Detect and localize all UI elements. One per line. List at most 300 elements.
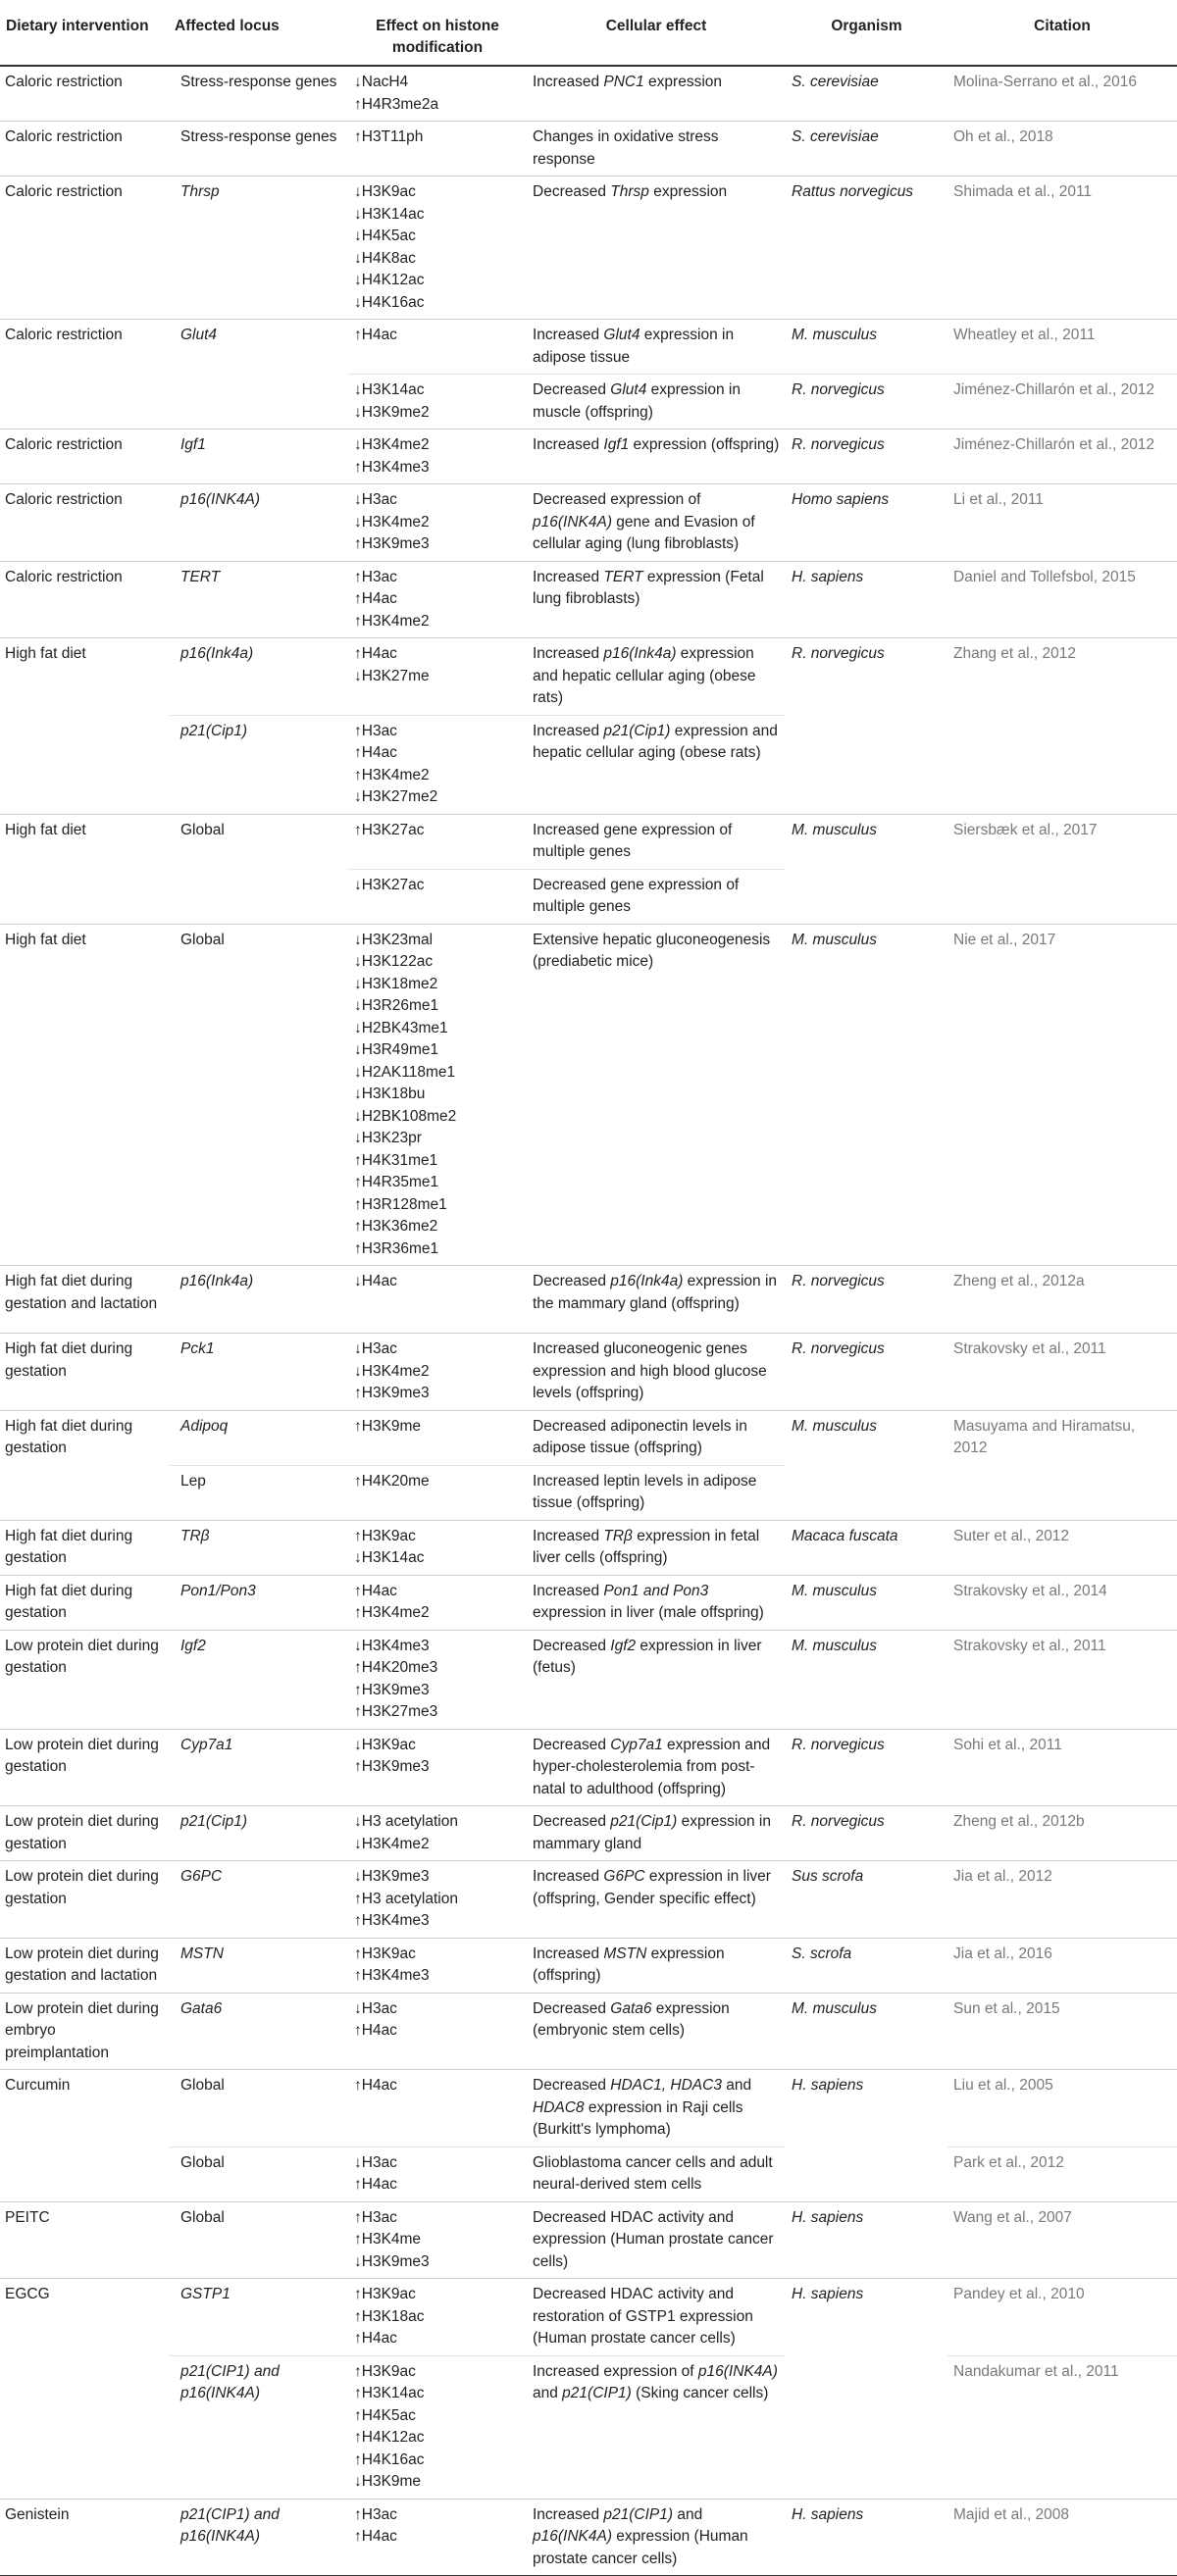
histone-mark: ↑H3K36me2 xyxy=(354,1218,438,1235)
dietary-intervention-cell: Caloric restriction xyxy=(0,484,169,562)
histone-modification-cell xyxy=(348,320,527,375)
histone-modification-cell xyxy=(348,375,527,429)
affected-locus-cell xyxy=(169,2147,348,2201)
organism-cell xyxy=(786,715,947,814)
dietary-intervention-cell: High fat diet during gestation xyxy=(0,1520,169,1575)
affected-locus-text: Glut4 xyxy=(180,327,218,343)
histone-modification-cell xyxy=(348,484,527,562)
histone-mark: ↓H3K23mal xyxy=(354,931,434,948)
cellular-effect-text: Decreased gene expression of multiple genes xyxy=(533,876,740,915)
affected-locus-text: GSTP1 xyxy=(180,2286,230,2302)
cellular-effect-text: TRβ xyxy=(603,1527,633,1544)
cellular-effect-text: Gata6 xyxy=(610,1999,652,2017)
citation-cell: Pandey et al., 2010 xyxy=(947,2279,1177,2356)
histone-modification-cell xyxy=(348,2147,527,2201)
cellular-effect-text: Increased gene expression of multiple genes xyxy=(533,821,733,860)
histone-mark: ↑H3K4me3 xyxy=(354,1912,430,1929)
dietary-intervention-cell: High fat diet during gestation xyxy=(0,1410,169,1465)
affected-locus-cell xyxy=(169,814,348,869)
histone-mark: ↑H3ac xyxy=(354,2208,397,2226)
histone-mark: ↑H4ac xyxy=(354,2176,397,2193)
histone-modification-cell xyxy=(348,1266,527,1334)
organism-text: H. sapiens xyxy=(792,2286,864,2302)
citation-cell: Oh et al., 2018 xyxy=(947,122,1177,177)
organism-cell xyxy=(786,2070,947,2147)
histone-mark: ↓H4ac xyxy=(354,1273,397,1289)
table-row xyxy=(0,1938,1177,1993)
affected-locus-cell xyxy=(169,1465,348,1520)
citation-cell: Wheatley et al., 2011 xyxy=(947,320,1177,375)
citation-cell: Strakovsky et al., 2014 xyxy=(947,1575,1177,1630)
histone-mark: ↑H4K20me xyxy=(354,1472,430,1490)
affected-locus-text: p16(INK4A) xyxy=(180,491,260,508)
affected-locus-cell xyxy=(169,484,348,562)
cellular-effect-text: Decreased xyxy=(533,1736,611,1753)
affected-locus-text: Stress-response genes xyxy=(180,128,337,145)
table-row xyxy=(0,1465,1177,1520)
header-citation: Citation xyxy=(947,0,1177,66)
cellular-effect-text: Changes in oxidative stress response xyxy=(533,128,719,168)
cellular-effect-cell xyxy=(527,1993,786,2070)
citation-cell: Siersbæk et al., 2017 xyxy=(947,814,1177,869)
cellular-effect-text: Thrsp xyxy=(610,183,649,200)
affected-locus-cell xyxy=(169,2499,348,2576)
table-row xyxy=(0,1729,1177,1806)
histone-modification-cell xyxy=(348,814,527,869)
histone-mark: ↑H3 acetylation xyxy=(354,1890,458,1907)
dietary-intervention-cell: High fat diet during gestation and lactation xyxy=(0,1266,169,1334)
organism-cell xyxy=(786,924,947,1266)
cellular-effect-cell xyxy=(527,1410,786,1465)
cellular-effect-cell xyxy=(527,2499,786,2576)
affected-locus-text: Igf2 xyxy=(180,1637,206,1654)
dietary-intervention-cell: Curcumin xyxy=(0,2070,169,2147)
organism-cell xyxy=(786,1806,947,1861)
table-row xyxy=(0,320,1177,375)
histone-mark: ↑H3K9me3 xyxy=(354,1385,430,1401)
cellular-effect-cell xyxy=(527,1806,786,1861)
cellular-effect-text: Decreased xyxy=(533,183,611,200)
organism-text: R. norvegicus xyxy=(792,1736,885,1753)
histone-mark: ↑H4ac xyxy=(354,645,397,662)
organism-text: R. norvegicus xyxy=(792,645,885,662)
dietary-intervention-cell xyxy=(0,869,169,924)
histone-mark: ↑H3K4me2 xyxy=(354,766,430,783)
histone-mark: ↑H3K4me xyxy=(354,2231,422,2248)
affected-locus-text: Pck1 xyxy=(180,1340,215,1357)
header-effect-on-histone-modification: Effect on histone modification xyxy=(348,0,527,66)
cellular-effect-cell xyxy=(527,1938,786,1993)
cellular-effect-text: p21(CIP1) xyxy=(562,2385,632,2401)
citation-cell: Jia et al., 2016 xyxy=(947,1938,1177,1993)
citation-cell: Jiménez-Chillarón et al., 2012 xyxy=(947,375,1177,429)
affected-locus-text: Global xyxy=(180,2077,225,2094)
table-row xyxy=(0,2070,1177,2147)
cellular-effect-cell xyxy=(527,1520,786,1575)
cellular-effect-text: expression (embryonic stem cells) xyxy=(533,1999,730,2039)
cellular-effect-cell xyxy=(527,814,786,869)
histone-mark: ↑H4ac xyxy=(354,2528,397,2545)
cellular-effect-cell xyxy=(527,2201,786,2279)
organism-cell xyxy=(786,869,947,924)
cellular-effect-cell xyxy=(527,1861,786,1939)
affected-locus-cell xyxy=(169,1410,348,1465)
dietary-intervention-cell: Low protein diet during gestation xyxy=(0,1861,169,1939)
cellular-effect-cell xyxy=(527,2070,786,2147)
histone-mark: ↓H3K14ac xyxy=(354,205,425,223)
dietary-intervention-cell: High fat diet xyxy=(0,924,169,1266)
cellular-effect-text: Increased xyxy=(533,1527,604,1544)
dietary-intervention-cell: Low protein diet during embryo preimplantation xyxy=(0,1993,169,2070)
header-cellular-effect: Cellular effect xyxy=(527,0,786,66)
cellular-effect-text: Increased xyxy=(533,1582,604,1599)
organism-text: R. norvegicus xyxy=(792,1273,885,1289)
cellular-effect-text: Glioblastoma cancer cells and adult neural-derived stem cells xyxy=(533,2153,773,2193)
cellular-effect-text: Igf1 xyxy=(603,436,630,453)
cellular-effect-text: Increased xyxy=(533,327,604,343)
header-dietary-intervention: Dietary intervention xyxy=(0,0,169,66)
organism-cell xyxy=(786,177,947,320)
cellular-effect-text: Increased xyxy=(533,2505,604,2523)
organism-text: Rattus norvegicus xyxy=(792,183,914,200)
histone-mark: ↓H3 acetylation xyxy=(354,1813,458,1830)
affected-locus-cell xyxy=(169,1266,348,1334)
citation-cell: Suter et al., 2012 xyxy=(947,1520,1177,1575)
histone-mark: ↓H2BK43me1 xyxy=(354,1019,448,1036)
cellular-effect-cell xyxy=(527,320,786,375)
organism-text: M. musculus xyxy=(792,821,877,838)
table-row xyxy=(0,924,1177,1266)
cellular-effect-text: Increased gluconeogenic genes expression and high blood glucose levels (offspring) xyxy=(533,1340,767,1401)
cellular-effect-text: HDAC1, HDAC3 xyxy=(610,2077,722,2094)
organism-text: M. musculus xyxy=(792,1582,877,1599)
histone-modification-cell xyxy=(348,122,527,177)
organism-cell xyxy=(786,1520,947,1575)
table-row xyxy=(0,122,1177,177)
histone-modification-cell xyxy=(348,1520,527,1575)
organism-cell xyxy=(786,122,947,177)
affected-locus-cell xyxy=(169,375,348,429)
table-row xyxy=(0,177,1177,320)
cellular-effect-cell xyxy=(527,2279,786,2356)
cellular-effect-text: Decreased expression of xyxy=(533,491,701,508)
organism-text: Macaca fuscata xyxy=(792,1527,898,1544)
histone-mark: ↓H3K27me2 xyxy=(354,788,438,805)
histone-modification-cell xyxy=(348,561,527,638)
table-row xyxy=(0,484,1177,562)
histone-mark: ↑H3K18ac xyxy=(354,2307,425,2325)
histone-mark: ↑H4ac xyxy=(354,327,397,343)
cellular-effect-text: Decreased xyxy=(533,1273,611,1289)
affected-locus-cell xyxy=(169,638,348,716)
citation-cell: Masuyama and Hiramatsu, 2012 xyxy=(947,1410,1177,1465)
cellular-effect-text: and xyxy=(673,2505,703,2523)
affected-locus-text: Global xyxy=(180,2153,225,2171)
table-row xyxy=(0,638,1177,716)
cellular-effect-text: p21(Cip1) xyxy=(603,722,671,739)
cellular-effect-cell xyxy=(527,484,786,562)
dietary-intervention-cell: EGCG xyxy=(0,2279,169,2356)
citation-cell: Park et al., 2012 xyxy=(947,2147,1177,2201)
affected-locus-text: p21(CIP1) and p16(INK4A) xyxy=(180,2362,280,2401)
cellular-effect-text: p21(CIP1) xyxy=(603,2505,674,2523)
affected-locus-text: TRβ xyxy=(180,1527,210,1544)
affected-locus-cell xyxy=(169,122,348,177)
citation-cell: Sohi et al., 2011 xyxy=(947,1729,1177,1806)
cellular-effect-text: expression in liver (male offspring) xyxy=(533,1604,764,1621)
affected-locus-text: p16(Ink4a) xyxy=(180,1273,254,1289)
organism-cell xyxy=(786,1465,947,1520)
organism-text: R. norvegicus xyxy=(792,436,885,453)
organism-text: M. musculus xyxy=(792,327,877,343)
cellular-effect-text: G6PC xyxy=(603,1868,645,1885)
histone-mark: ↑H4R3me2a xyxy=(354,95,439,113)
table-row xyxy=(0,1410,1177,1465)
histone-mark: ↑H3K14ac xyxy=(354,2385,425,2401)
affected-locus-cell xyxy=(169,1520,348,1575)
cellular-effect-text: p16(INK4A) xyxy=(697,2362,778,2380)
affected-locus-cell xyxy=(169,320,348,375)
histone-mark: ↑H4ac xyxy=(354,2330,397,2347)
affected-locus-text: Lep xyxy=(180,1472,206,1490)
histone-modification-cell xyxy=(348,1334,527,1411)
histone-mark: ↑H3K9ac xyxy=(354,1945,416,1962)
histone-mark: ↓H3K9me xyxy=(354,2473,422,2490)
histone-mark: ↓H3K4me2 xyxy=(354,1362,430,1380)
cellular-effect-text: Pon1 and Pon3 xyxy=(603,1582,709,1599)
citation-cell: Wang et al., 2007 xyxy=(947,2201,1177,2279)
histone-modification-cell xyxy=(348,2355,527,2499)
histone-mark: ↓H3ac xyxy=(354,2153,397,2171)
histone-mark: ↑H3T11ph xyxy=(354,128,424,145)
cellular-effect-cell xyxy=(527,429,786,484)
histone-modification-cell xyxy=(348,715,527,814)
citation-cell: Zhang et al., 2012 xyxy=(947,638,1177,716)
cellular-effect-text: p16(INK4A) xyxy=(533,2528,612,2545)
cellular-effect-text: Extensive hepatic gluconeogenesis (prediabetic mice) xyxy=(533,931,771,970)
organism-cell xyxy=(786,2201,947,2279)
cellular-effect-cell xyxy=(527,1729,786,1806)
table-row xyxy=(0,2147,1177,2201)
cellular-effect-text: Increased xyxy=(533,1868,604,1885)
histone-modification-cell xyxy=(348,1729,527,1806)
histone-modification-cell xyxy=(348,638,527,716)
histone-modification-cell xyxy=(348,1938,527,1993)
cellular-effect-text: Glut4 xyxy=(610,381,647,398)
table-row xyxy=(0,2499,1177,2576)
table-row xyxy=(0,2279,1177,2356)
histone-mark: ↑H3ac xyxy=(354,722,397,739)
histone-mark: ↑H3K4me3 xyxy=(354,458,430,476)
cellular-effect-text: and xyxy=(533,2385,563,2401)
dietary-intervention-cell: Caloric restriction xyxy=(0,66,169,122)
histone-modification-cell xyxy=(348,177,527,320)
histone-mark: ↑H3K4me3 xyxy=(354,1967,430,1984)
histone-mark: ↑H4K5ac xyxy=(354,2406,416,2424)
histone-mark: ↓NacH4 xyxy=(354,74,409,90)
cellular-effect-cell xyxy=(527,715,786,814)
table-row xyxy=(0,429,1177,484)
organism-cell xyxy=(786,320,947,375)
citation-cell xyxy=(947,715,1177,814)
table-row xyxy=(0,869,1177,924)
histone-mark: ↑H3R36me1 xyxy=(354,1239,439,1257)
cellular-effect-text: Decreased HDAC activity and restoration of GSTP1 expression (Human prostate cancer cells) xyxy=(533,2286,753,2347)
organism-text: R. norvegicus xyxy=(792,1340,885,1357)
histone-mark: ↓H3K9me3 xyxy=(354,2252,430,2270)
cellular-effect-text: expression xyxy=(643,74,723,90)
histone-mark: ↓H3K4me2 xyxy=(354,513,430,530)
citation-cell: Majid et al., 2008 xyxy=(947,2499,1177,2576)
organism-text: R. norvegicus xyxy=(792,381,885,398)
affected-locus-text: Cyp7a1 xyxy=(180,1736,233,1753)
histone-modification-cell xyxy=(348,924,527,1266)
table-row xyxy=(0,814,1177,869)
organism-cell xyxy=(786,1729,947,1806)
cellular-effect-text: (Sking cancer cells) xyxy=(631,2385,769,2401)
histone-mark: ↑H3K9me3 xyxy=(354,1681,430,1698)
histone-mark: ↓H4K8ac xyxy=(354,249,416,267)
cellular-effect-text: Increased leptin levels in adipose tissue (offspring) xyxy=(533,1472,757,1511)
dietary-intervention-cell: Caloric restriction xyxy=(0,429,169,484)
histone-modification-cell xyxy=(348,2279,527,2356)
affected-locus-text: G6PC xyxy=(180,1868,223,1885)
table-row xyxy=(0,66,1177,122)
cellular-effect-cell xyxy=(527,2355,786,2499)
histone-mark: ↓H3ac xyxy=(354,1999,397,2017)
dietary-intervention-cell xyxy=(0,1465,169,1520)
histone-mark: ↓H3K4me2 xyxy=(354,436,430,453)
histone-mark: ↓H3ac xyxy=(354,491,397,508)
organism-text: H. sapiens xyxy=(792,568,864,585)
dietary-intervention-cell xyxy=(0,2147,169,2201)
affected-locus-text: TERT xyxy=(180,568,221,585)
dietary-intervention-cell: Low protein diet during gestation xyxy=(0,1630,169,1729)
affected-locus-cell xyxy=(169,429,348,484)
cellular-effect-text: Increased xyxy=(533,1945,604,1962)
histone-mark: ↓H3K18me2 xyxy=(354,975,438,992)
affected-locus-text: Pon1/Pon3 xyxy=(180,1582,256,1599)
histone-mark: ↓H4K5ac xyxy=(354,227,416,244)
organism-text: M. musculus xyxy=(792,1999,877,2017)
dietary-intervention-cell: Caloric restriction xyxy=(0,320,169,375)
table-row xyxy=(0,1861,1177,1939)
affected-locus-text: Global xyxy=(180,931,225,948)
affected-locus-cell xyxy=(169,561,348,638)
citation-cell: Daniel and Tollefsbol, 2015 xyxy=(947,561,1177,638)
affected-locus-text: Thrsp xyxy=(180,183,220,200)
histone-modification-cell xyxy=(348,1465,527,1520)
cellular-effect-cell xyxy=(527,1266,786,1334)
histone-modification-cell xyxy=(348,1806,527,1861)
affected-locus-text: p16(Ink4a) xyxy=(180,645,254,662)
cellular-effect-text: expression and hepatic cellular aging (obese rats) xyxy=(533,722,778,761)
histone-mark: ↑H4ac xyxy=(354,2022,397,2039)
affected-locus-cell xyxy=(169,2201,348,2279)
histone-mark: ↓H2BK108me2 xyxy=(354,1107,457,1125)
organism-text: H. sapiens xyxy=(792,2208,864,2226)
histone-mark: ↑H3ac xyxy=(354,568,397,585)
histone-mark: ↓H4K12ac xyxy=(354,272,425,288)
histone-mark: ↑H3K9ac xyxy=(354,2286,416,2302)
affected-locus-cell xyxy=(169,177,348,320)
dietary-intervention-cell: High fat diet during gestation xyxy=(0,1575,169,1630)
affected-locus-cell xyxy=(169,2070,348,2147)
organism-text: M. musculus xyxy=(792,931,877,948)
histone-mark: ↑H4K12ac xyxy=(354,2429,425,2446)
histone-mark: ↓H3K4me3 xyxy=(354,1637,430,1654)
affected-locus-cell xyxy=(169,1993,348,2070)
cellular-effect-text: expression xyxy=(648,183,728,200)
histone-mark: ↓H3K9me2 xyxy=(354,403,430,421)
cellular-effect-text: expression in liver (fetus) xyxy=(533,1637,762,1676)
affected-locus-text: Gata6 xyxy=(180,1999,223,2017)
histone-mark: ↓H4K16ac xyxy=(354,293,425,311)
histone-mark: ↑H4ac xyxy=(354,590,397,607)
cellular-effect-text: Glut4 xyxy=(603,327,640,343)
table-row xyxy=(0,1630,1177,1729)
histone-mark: ↓H3K27me xyxy=(354,667,430,684)
organism-text: H. sapiens xyxy=(792,2077,864,2094)
cellular-effect-text: expression (Fetal lung fibroblasts) xyxy=(533,568,764,607)
cellular-effect-cell xyxy=(527,869,786,924)
organism-cell xyxy=(786,1630,947,1729)
cellular-effect-text: expression in muscle (offspring) xyxy=(533,381,741,421)
histone-mark: ↓H3K27ac xyxy=(354,876,425,893)
table-row xyxy=(0,1575,1177,1630)
histone-modification-cell xyxy=(348,1630,527,1729)
cellular-effect-text: HDAC8 xyxy=(533,2098,585,2116)
organism-cell xyxy=(786,561,947,638)
table-row xyxy=(0,1520,1177,1575)
cellular-effect-text: Increased expression of xyxy=(533,2362,698,2380)
citation-cell: Jiménez-Chillarón et al., 2012 xyxy=(947,429,1177,484)
cellular-effect-cell xyxy=(527,1575,786,1630)
histone-mark: ↑H3K9me3 xyxy=(354,1758,430,1775)
organism-cell xyxy=(786,1938,947,1993)
histone-mark: ↓H2AK118me1 xyxy=(354,1063,456,1081)
cellular-effect-cell xyxy=(527,122,786,177)
affected-locus-cell xyxy=(169,1729,348,1806)
affected-locus-cell xyxy=(169,924,348,1266)
affected-locus-cell xyxy=(169,715,348,814)
organism-cell xyxy=(786,2355,947,2499)
cellular-effect-text: expression in adipose tissue xyxy=(533,327,735,366)
histone-mark: ↑H4ac xyxy=(354,1582,397,1599)
histone-mark: ↑H3K9ac xyxy=(354,2362,416,2380)
cellular-effect-text: Increased xyxy=(533,722,604,739)
affected-locus-cell xyxy=(169,869,348,924)
organism-cell xyxy=(786,2147,947,2201)
cellular-effect-cell xyxy=(527,1334,786,1411)
cellular-effect-text: Decreased xyxy=(533,1637,611,1654)
histone-modification-cell xyxy=(348,2499,527,2576)
cellular-effect-text: p21(Cip1) xyxy=(610,1813,678,1830)
organism-text: R. norvegicus xyxy=(792,1813,885,1830)
histone-modification-cell xyxy=(348,1993,527,2070)
histone-mark: ↑H4K31me1 xyxy=(354,1151,438,1169)
dietary-intervention-cell: High fat diet xyxy=(0,638,169,716)
histone-mark: ↑H3R128me1 xyxy=(354,1195,447,1213)
table-row xyxy=(0,1806,1177,1861)
cellular-effect-text: expression and hyper-cholesterolemia from post-natal to adulthood (offspring) xyxy=(533,1736,771,1797)
histone-mark: ↓H3K18bu xyxy=(354,1086,426,1102)
table-row xyxy=(0,1266,1177,1334)
histone-mark: ↑H4ac xyxy=(354,744,397,761)
table-row xyxy=(0,715,1177,814)
cellular-effect-text: TERT xyxy=(603,568,643,585)
affected-locus-text: Igf1 xyxy=(180,436,206,453)
